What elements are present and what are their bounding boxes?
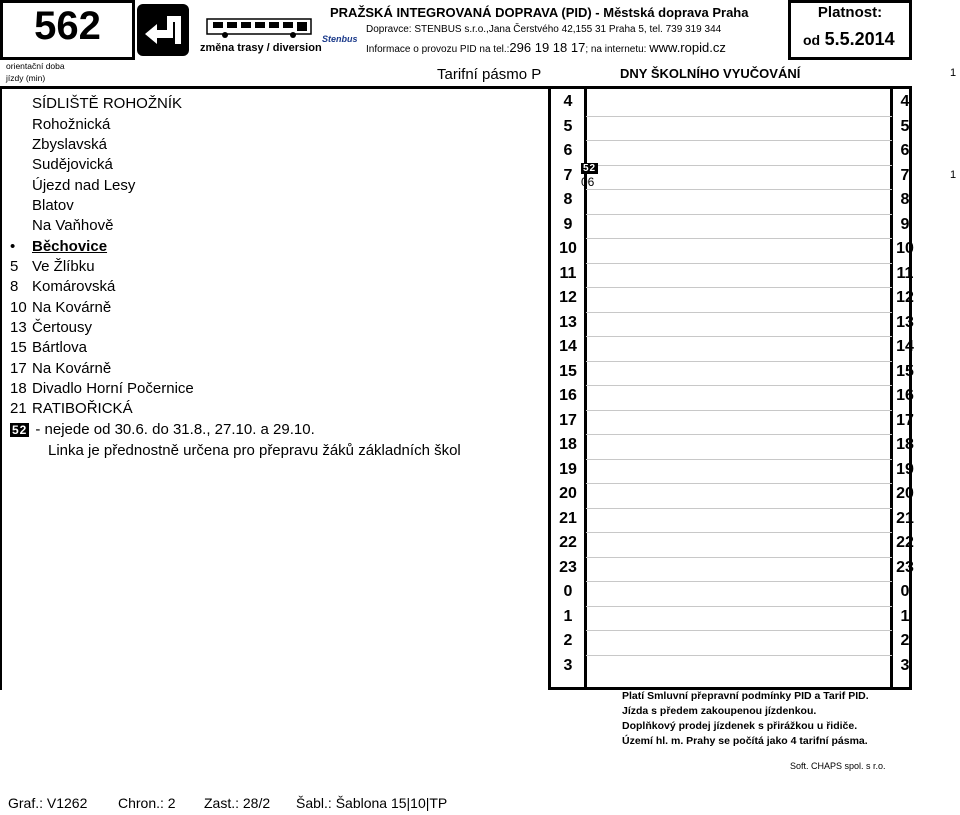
hour-left: 13 bbox=[559, 313, 577, 331]
info-mid: ; na internetu: bbox=[585, 44, 647, 55]
hour-right: 22 bbox=[896, 534, 914, 551]
stop-minutes: 13 bbox=[10, 319, 27, 336]
hour-left: 21 bbox=[559, 509, 577, 527]
row-separator bbox=[586, 655, 892, 656]
stop-name: Na Kovárně bbox=[32, 360, 112, 377]
hour-right: 2 bbox=[900, 632, 910, 649]
info-line bbox=[366, 40, 726, 55]
footnote-symbol: 52 bbox=[12, 423, 28, 437]
footer-graf: Graf.: V1262 bbox=[8, 795, 88, 811]
departure-minute[interactable]: 06 bbox=[581, 175, 595, 189]
row-separator bbox=[586, 508, 892, 509]
row-separator bbox=[586, 630, 892, 631]
hour-left: 6 bbox=[563, 142, 573, 159]
right-marker: 1 bbox=[950, 67, 957, 79]
line-note: Linka je přednostně určena pro přepravu žáků základních škol bbox=[48, 442, 461, 459]
hour-right: 4 bbox=[900, 93, 910, 110]
info-phone: 296 19 18 17 bbox=[509, 40, 586, 55]
hour-left: 12 bbox=[559, 289, 577, 306]
hour-left: 15 bbox=[559, 362, 577, 380]
hour-left: 0 bbox=[563, 583, 573, 600]
hour-right: 19 bbox=[896, 460, 914, 478]
hour-right: 17 bbox=[896, 411, 914, 429]
software-credit: Soft. CHAPS spol. s r.o. bbox=[790, 761, 886, 771]
row-separator bbox=[586, 557, 892, 558]
hour-right: 23 bbox=[896, 558, 914, 576]
stop-name: Bártlova bbox=[32, 339, 88, 356]
hour-right: 10 bbox=[896, 240, 914, 257]
hour-left: 9 bbox=[563, 215, 573, 233]
hour-left: 5 bbox=[563, 117, 573, 135]
stop-name: Újezd nad Lesy bbox=[32, 177, 136, 194]
row-separator bbox=[586, 263, 892, 264]
stop-minutes: 17 bbox=[10, 360, 27, 377]
hour-right: 1 bbox=[900, 607, 910, 625]
stop-minutes: 18 bbox=[10, 380, 27, 397]
row-separator bbox=[586, 606, 892, 607]
stop-name: Rohožnická bbox=[32, 116, 111, 133]
footnote-text: - nejede od 30.6. do 31.8., 27.10. a 29.10. bbox=[35, 421, 315, 438]
bus-icon bbox=[205, 17, 315, 39]
stop-minutes: 15 bbox=[10, 339, 27, 356]
stop-row bbox=[10, 380, 194, 397]
hour-right: 5 bbox=[900, 117, 910, 135]
row-separator bbox=[586, 140, 892, 141]
stop-minutes: 5 bbox=[10, 258, 19, 275]
current-stop-dot: • bbox=[10, 238, 16, 255]
row-separator bbox=[586, 434, 892, 435]
hour-right: 12 bbox=[896, 289, 914, 306]
stop-name: Ve Žlíbku bbox=[32, 258, 95, 275]
hour-left: 20 bbox=[559, 485, 577, 502]
stop-row bbox=[10, 278, 115, 295]
row-separator bbox=[586, 336, 892, 337]
info-prefix: Informace o provozu PID na tel.: bbox=[366, 44, 510, 55]
hour-right: 16 bbox=[896, 387, 914, 404]
hour-left: 14 bbox=[559, 338, 577, 355]
row-separator bbox=[586, 189, 892, 190]
hour-left: 22 bbox=[559, 534, 577, 551]
stop-minutes: 8 bbox=[10, 278, 19, 295]
note-line: Jízda s předem zakoupenou jízdenkou. bbox=[622, 705, 817, 717]
stop-row bbox=[10, 197, 74, 214]
stop-row bbox=[10, 258, 95, 275]
carrier-info: Dopravce: STENBUS s.r.o.,Jana Čerstvého 42,155 31 Praha 5, tel. 739 319 344 bbox=[366, 24, 722, 35]
stop-name: Čertousy bbox=[32, 319, 93, 336]
hour-left: 3 bbox=[563, 656, 573, 674]
hour-left: 1 bbox=[563, 607, 573, 625]
operator-logo: Stenbus bbox=[322, 34, 358, 44]
footer-sabl: Šabl.: Šablona 15|10|TP bbox=[296, 795, 448, 811]
stop-row bbox=[10, 95, 182, 112]
stop-row bbox=[10, 116, 110, 133]
departure-symbol: 52 bbox=[583, 163, 597, 174]
stop-row bbox=[10, 156, 113, 173]
stop-name: Na Vaňhově bbox=[32, 217, 114, 234]
stop-row bbox=[10, 319, 92, 336]
stop-name: Sudějovická bbox=[32, 156, 113, 173]
right-marker-2: 1 bbox=[950, 169, 957, 181]
note-line: Doplňkový prodej jízdenek s přirážkou u řidiče. bbox=[622, 720, 858, 732]
row-separator bbox=[586, 410, 892, 411]
stop-name: RATIBOŘICKÁ bbox=[32, 400, 133, 417]
row-separator bbox=[586, 214, 892, 215]
day-type: DNY ŠKOLNÍHO VYUČOVÁNÍ bbox=[620, 66, 801, 81]
hour-left: 18 bbox=[559, 436, 577, 453]
hour-right: 18 bbox=[896, 436, 914, 453]
hour-left: 16 bbox=[559, 387, 577, 404]
diversion-icon bbox=[137, 4, 189, 56]
timetable-grid bbox=[548, 86, 912, 690]
info-web[interactable]: www.ropid.cz bbox=[649, 40, 726, 55]
row-separator bbox=[586, 459, 892, 460]
tariff-zone: Tarifní pásmo P bbox=[437, 66, 542, 83]
hour-left: 7 bbox=[563, 166, 573, 184]
hour-left: 23 bbox=[559, 558, 577, 576]
footer-chron: Chron.: 2 bbox=[118, 795, 176, 811]
line-number: 562 bbox=[34, 4, 101, 48]
travel-time-label-2: jízdy (min) bbox=[6, 73, 46, 83]
stop-row bbox=[10, 217, 113, 234]
stop-row bbox=[10, 339, 87, 356]
validity-label: Platnost: bbox=[817, 4, 883, 21]
row-separator bbox=[586, 238, 892, 239]
stop-row-current bbox=[10, 238, 107, 255]
row-separator bbox=[586, 361, 892, 362]
row-separator bbox=[586, 116, 892, 117]
note-line: Platí Smluvní přepravní podmínky PID a Tarif PID. bbox=[622, 690, 869, 702]
hour-left: 11 bbox=[559, 264, 577, 282]
stop-minutes: 10 bbox=[10, 299, 27, 316]
hour-left: 17 bbox=[559, 411, 577, 429]
stop-minutes: 21 bbox=[10, 400, 27, 417]
hour-right: 8 bbox=[900, 191, 910, 208]
row-separator bbox=[586, 581, 892, 582]
footer-zast: Zast.: 28/2 bbox=[204, 795, 271, 811]
stop-name: SÍDLIŠTĚ ROHOŽNÍK bbox=[32, 95, 183, 112]
row-separator bbox=[586, 385, 892, 386]
row-separator bbox=[586, 312, 892, 313]
stop-row bbox=[10, 400, 133, 417]
validity-value bbox=[803, 29, 895, 50]
row-separator bbox=[586, 287, 892, 288]
hour-left: 8 bbox=[563, 191, 573, 208]
hour-right: 6 bbox=[900, 142, 910, 159]
stop-row bbox=[10, 136, 107, 153]
stop-row bbox=[10, 360, 111, 377]
hour-right: 13 bbox=[896, 313, 914, 331]
bus-caption: změna trasy / diversion bbox=[200, 42, 322, 54]
footnote-row bbox=[10, 421, 315, 438]
hour-left: 10 bbox=[559, 240, 577, 257]
stop-name: Zbyslavská bbox=[32, 136, 108, 153]
hour-left: 2 bbox=[563, 632, 573, 649]
row-separator bbox=[586, 165, 892, 166]
row-separator bbox=[586, 483, 892, 484]
hour-right: 11 bbox=[896, 264, 914, 282]
stop-name: Divadlo Horní Počernice bbox=[32, 380, 194, 397]
hour-right: 7 bbox=[900, 166, 910, 184]
validity-from: od bbox=[803, 32, 821, 48]
hour-right: 9 bbox=[900, 215, 910, 233]
stop-name: Na Kovárně bbox=[32, 299, 112, 316]
hour-left: 19 bbox=[559, 460, 577, 478]
stop-row bbox=[10, 177, 135, 194]
hour-right: 0 bbox=[900, 583, 910, 600]
row-separator bbox=[586, 532, 892, 533]
stops-panel-left-border bbox=[0, 86, 2, 690]
travel-time-label-1: orientační doba bbox=[6, 61, 65, 71]
hour-right: 15 bbox=[896, 362, 914, 380]
stop-name: Blatov bbox=[32, 197, 74, 214]
org-title: PRAŽSKÁ INTEGROVANÁ DOPRAVA (PID) - Městská doprava Praha bbox=[330, 5, 749, 20]
hour-right: 20 bbox=[896, 485, 914, 502]
stop-name-current: Běchovice bbox=[32, 238, 108, 255]
hour-right: 21 bbox=[896, 509, 914, 527]
hour-left: 4 bbox=[563, 93, 573, 110]
hour-right: 14 bbox=[896, 338, 914, 355]
stop-row bbox=[10, 299, 111, 316]
stop-name: Komárovská bbox=[32, 278, 116, 295]
validity-date: 5.5.2014 bbox=[824, 29, 895, 49]
hour-right: 3 bbox=[900, 656, 910, 674]
note-line: Území hl. m. Prahy se počítá jako 4 tarifní pásma. bbox=[622, 735, 868, 747]
